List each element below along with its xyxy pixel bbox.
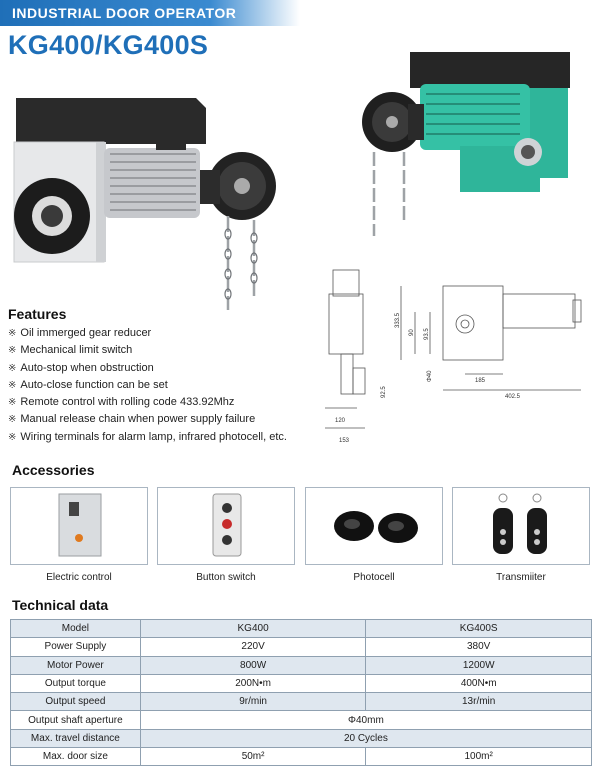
table-cell: 220V	[140, 638, 366, 656]
table-cell: 20 Cycles	[140, 729, 591, 747]
technical-data-table	[10, 619, 592, 766]
dim-label: 333.5	[395, 312, 401, 328]
table-cell: 1200W	[366, 656, 592, 674]
table-row	[11, 748, 592, 766]
table-cell: Motor Power	[11, 656, 141, 674]
feature-marker: ※	[8, 431, 17, 443]
feature-marker: ※	[8, 379, 17, 391]
table-row	[11, 693, 592, 711]
feature-item: ※ Wiring terminals for alarm lamp, infrared photocell, etc.	[8, 430, 287, 443]
table-row	[11, 638, 592, 656]
table-cell: Output torque	[11, 674, 141, 692]
accessory-label: Photocell	[353, 572, 395, 583]
table-cell: 50m²	[140, 748, 366, 766]
feature-item: ※ Auto-close function can be set	[8, 378, 168, 391]
table-cell: Output shaft aperture	[11, 711, 141, 729]
features-list	[8, 325, 287, 446]
product-image-grey	[6, 86, 286, 316]
accessory-button-switch-image	[157, 487, 295, 565]
table-cell: 380V	[366, 638, 592, 656]
feature-marker: ※	[8, 362, 17, 374]
table-cell: Power Supply	[11, 638, 141, 656]
dimension-drawing	[315, 258, 600, 448]
feature-item: ※ Mechanical limit switch	[8, 344, 133, 357]
table-cell: Max. door size	[11, 748, 141, 766]
table-cell: KG400	[140, 620, 366, 638]
header-banner	[0, 0, 300, 26]
table-cell: KG400S	[366, 620, 592, 638]
dim-label: 90	[409, 329, 415, 336]
table-row	[11, 674, 592, 692]
dim-label: 402.5	[505, 394, 521, 400]
dim-label: 120	[335, 418, 346, 424]
feature-marker: ※	[8, 414, 17, 426]
table-cell: Output speed	[11, 693, 141, 711]
table-row	[11, 620, 592, 638]
table-cell: 13r/min	[366, 693, 592, 711]
table-cell: 800W	[140, 656, 366, 674]
accessory-label: Button switch	[196, 572, 256, 583]
dim-label: Φ40	[427, 370, 433, 382]
feature-item: ※ Remote control with rolling code 433.92Mhz	[8, 396, 235, 409]
table-cell: 200N•m	[140, 674, 366, 692]
table-row	[11, 729, 592, 747]
feature-marker: ※	[8, 328, 17, 339]
dim-label: 92.5	[381, 386, 387, 398]
banner-text: INDUSTRIAL DOOR OPERATOR	[12, 5, 237, 21]
accessory-label: Transmiiter	[496, 572, 546, 583]
table-cell: 400N•m	[366, 674, 592, 692]
accessory-transmitter-image	[452, 487, 590, 565]
feature-item: ※ Oil immerged gear reducer	[8, 327, 152, 339]
table-row	[11, 711, 592, 729]
product-image-green	[360, 48, 580, 248]
accessory-label: Electric control	[46, 572, 112, 583]
dim-label: 153	[339, 438, 350, 444]
dim-label: 93.5	[424, 328, 430, 340]
table-row	[11, 656, 592, 674]
model-title: KG400/KG400S	[8, 30, 209, 60]
table-cell: 100m²	[366, 748, 592, 766]
feature-marker: ※	[8, 345, 17, 357]
feature-item: ※ Manual release chain when power supply failure	[8, 413, 256, 426]
table-cell: Max. travel distance	[11, 729, 141, 747]
table-cell: Φ40mm	[140, 711, 591, 729]
table-cell: Model	[11, 620, 141, 638]
technical-heading: Technical data	[12, 597, 109, 613]
accessory-photocell-image	[305, 487, 443, 565]
dim-label: 185	[475, 378, 486, 384]
feature-item: ※ Auto-stop when obstruction	[8, 361, 154, 374]
table-cell: 9r/min	[140, 693, 366, 711]
feature-marker: ※	[8, 397, 17, 409]
accessories-heading: Accessories	[12, 462, 95, 478]
features-heading: Features	[8, 306, 67, 322]
accessory-electric-control-image	[10, 487, 148, 565]
